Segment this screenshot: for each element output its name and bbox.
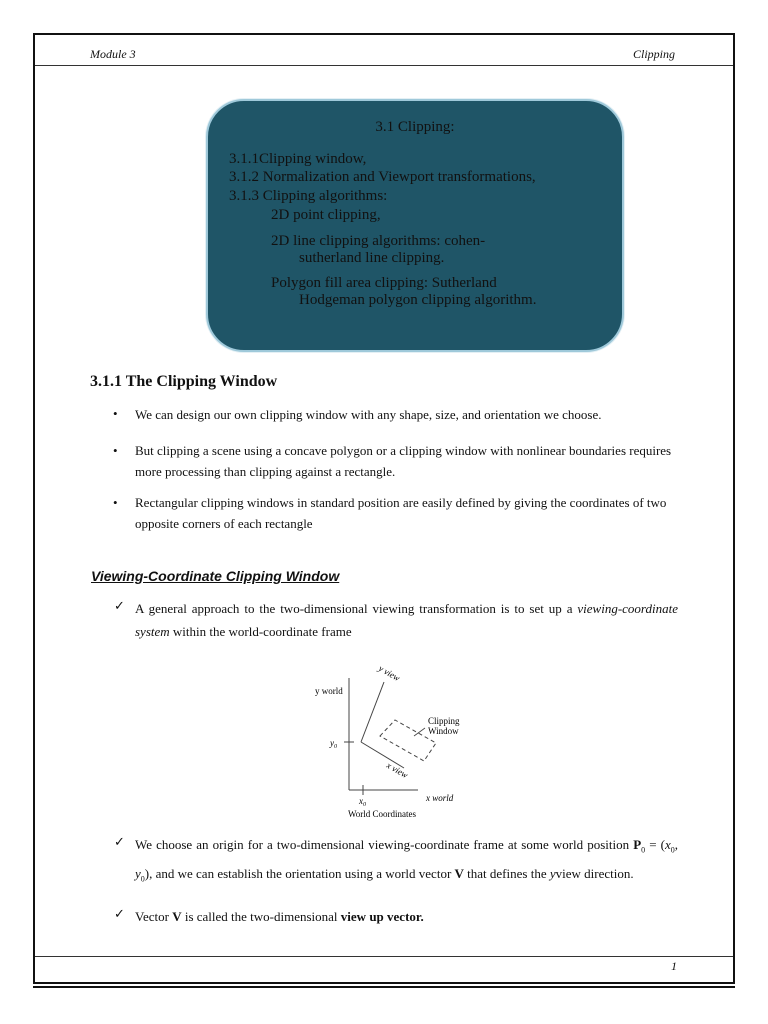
bullet-text: Rectangular clipping windows in standard position are easily defined by giving the coordinates of two opposite corners of each rectangle: [135, 495, 667, 531]
subsection-heading: Viewing-Coordinate Clipping Window: [91, 568, 340, 584]
y-view-label: y view: [377, 663, 402, 684]
page-frame-double-line: [33, 986, 735, 988]
topic-line: 3.1.1Clipping window,: [229, 151, 367, 167]
y-world-label: y world: [315, 686, 343, 696]
topic-line: 3.1.3 Clipping algorithms:: [229, 188, 388, 204]
topic-box-title: 3.1 Clipping:: [375, 119, 455, 135]
bullet-text: We can design our own clipping window with any shape, size, and orientation we choose.: [135, 407, 602, 422]
check-mark-icon: ✓: [114, 835, 125, 850]
check-mark-icon: ✓: [114, 599, 125, 614]
figure-caption: World Coordinates: [348, 809, 417, 819]
topic-line: 2D line clipping algorithms: cohen-: [271, 233, 486, 249]
x0-label: $x_0$: [359, 796, 366, 808]
x-world-label: x world: [426, 793, 454, 803]
check-item-text: A general approach to the two-dimensional viewing transformation is to set up a viewing-coordinate system within the world-coordinate frame: [135, 601, 678, 639]
window-label: Window: [428, 726, 459, 736]
header-module: Module 3: [90, 47, 136, 61]
header-topic: Clipping: [632, 47, 675, 61]
section-heading: 3.1.1 The Clipping Window: [90, 373, 278, 390]
page-header: [90, 47, 675, 65]
x-view-label: x view: [385, 760, 410, 781]
topic-line: sutherland line clipping.: [299, 250, 445, 266]
check-item-text: Vector V is called the two-dimensional view up vector.: [135, 909, 424, 924]
bullet-text: But clipping a scene using a concave polygon or a clipping window with nonlinear boundaries requires more processing than clipping against a rectangle.: [135, 443, 672, 479]
topic-line: Polygon fill area clipping: Sutherland: [271, 275, 497, 291]
topic-line: 3.1.2 Normalization and Viewport transformations,: [229, 169, 536, 185]
header-rule: [35, 65, 733, 66]
check-item-text: We choose an origin for a two-dimensional viewing-coordinate frame at some world position $P_0 = (x_0$, $y_0$), and we can establish the orientation using a world vector V that defines the yview direction.: [135, 837, 678, 884]
bullet-marker: •: [113, 443, 118, 458]
topic-line: 2D point clipping,: [271, 207, 381, 223]
topic-box: [206, 99, 624, 352]
footer-rule: [35, 956, 733, 957]
clipping-label: Clipping: [428, 716, 460, 726]
bullet-marker: •: [113, 406, 118, 421]
bullet-marker: •: [113, 495, 118, 510]
viewing-coordinates-figure: [308, 658, 476, 822]
check-mark-icon: ✓: [114, 907, 125, 922]
topic-line: Hodgeman polygon clipping algorithm.: [299, 292, 537, 308]
y0-label: $y_0$: [330, 738, 337, 750]
page-number: 1: [671, 959, 677, 973]
